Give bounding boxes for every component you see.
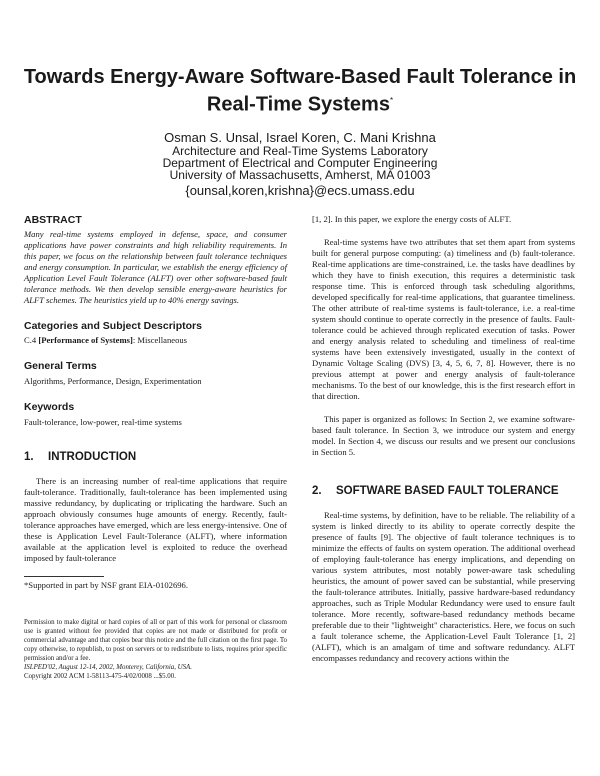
left-column [24,214,287,681]
permission-notice: Permission to make digital or hard copies of all or part of this work for personal or classroom use is granted without fee provided that copies are not made or distributed for profit or commercial advantage and that copies bear this notice and the full citation on the first page. To copy otherwise, to republish, to post on servers or to redistribute to lists, requires prior specific permission and/or a fee. [24,619,287,662]
footnote-text: *Supported in part by NSF grant EIA-0102696. [24,580,188,590]
author-email: {ounsal,koren,krishna}@ecs.umass.edu [185,183,415,198]
categories-prefix: C.4 [24,335,39,345]
abstract-heading: ABSTRACT [24,214,82,226]
categories-suffix: : Miscellaneous [132,335,188,345]
introduction-number: 1. [24,451,34,463]
right-paragraph-1: [1, 2]. In this paper, we explore the energy costs of ALFT. [312,214,512,224]
keywords-heading: Keywords [24,401,75,413]
right-paragraph-3: This paper is organized as follows: In Section 2, we examine software-based fault tolerance. In Section 3, we introduce our system and energy model. In Section 4, we discuss our results and we present our conclusions in Section 5. [312,414,575,457]
title-footnote-mark: * [389,96,394,105]
affiliation-line-3: University of Massachusetts, Amherst, MA 01003 [169,168,431,182]
section-2-heading [312,484,575,498]
right-paragraph-2: Real-time systems have two attributes that set them apart from systems built for general purpose computing: (a) timeliness and (b) fault-tolerance. Real-time applications are time-constrained, i.e. the tasks have deadlines by which they have to finish execution, this requires a deterministic task response time. This is enforced through task scheduling algorithms, developed specifically for real-time applications, that guarantee timeliness. The other attribute of real-time systems is fault-tolerance, i.e. a real-time system should continue to operate correctly in the presence of faults. Fault-tolerance could be achieved through replicated execution of tasks. Power and energy analysis related to scheduling and timeliness of real-time systems have been extensively investigated, usually in the context of Dynamic Voltage Scaling (DVS) [3, 4, 5, 6, 7, 8]. However, there is no previous attempt at power and energy analysis of fault-tolerance mechanisms. To the best of our knowledge, this is the first research effort in that direction. [312,237,575,401]
title-line-1: Towards Energy-Aware Software-Based Fault Tolerance in [23,66,577,88]
general-terms-heading: General Terms [24,360,97,372]
author-block [0,130,600,199]
title-line-2 [0,89,600,117]
keywords-text: Fault-tolerance, low-power, real-time systems [24,417,182,427]
section-2-text: Real-time systems, by definition, have to be reliable. The reliability of a system is linked directly to its ability to operate correctly despite the presence of faults [9]. The objective of fault tolerance techniques is to minimize the effects of faults on system operation. The additional overhead of employing fault-tolerance has energy implications, and depending on various system attributes, most notably power-aware task scheduling heuristics, the amount of power saved can be substantial, while preserving the fault-tolerance attributes. Initially, passive hardware-based redundancy approaches, such as Triple Modular Redundancy were used to ensure fault tolerance. More recently, software-based redundancy methods became preferable due to their "lightweight" characteristics. Here, we focus on such a fault tolerance scheme, the Application-Level Fault Tolerance [1, 2] (ALFT), which is an amalgam of time and software redundancy. ALFT encompasses redundancy and recovery actions within the [312,510,575,663]
affiliation-line-2: Department of Electrical and Computer Engineering [162,156,438,170]
paper-title [0,66,600,117]
right-column [312,214,575,664]
categories-text [24,335,287,346]
abstract-text: Many real-time systems employed in defense, space, and consumer applications have power constraints and high reliability requirements. In this paper, we focus on the relationship between fault tolerance techniques and energy consumption. In particular, we establish the energy efficiency of Application Level Fault Tolerance (ALFT) over other software-based fault tolerance methods. We then develop sensible energy-aware heuristics for ALFT schemes. The heuristics yield up to 40% energy savings. [24,229,287,305]
title-line-2-text: Real-Time Systems [206,93,390,116]
introduction-title: INTRODUCTION [48,451,137,463]
introduction-text: There is an increasing number of real-time applications that require fault-tolerance. Traditionally, fault-tolerance has been implemented using massive redundancy, by duplicating or triplicating the hardware. Such an approach obviously consumes huge amounts of energy. Recently, fault-tolerance approaches have emerged, which are less energy-intensive. One of these is Application Level Fault-Tolerance (ALFT), where information available at the application level is exploited to reduce the overhead imposed by fault-tolerance [24,476,287,563]
section-2-number: 2. [312,485,322,497]
copyright-info: Copyright 2002 ACM 1-58113-475-4/02/0008 ...$5.00. [24,673,176,680]
section-2-title: SOFTWARE BASED FAULT TOLERANCE [336,485,559,497]
affiliation-line-1: Architecture and Real-Time Systems Laboratory [172,144,428,158]
general-terms-text: Algorithms, Performance, Design, Experimentation [24,376,202,386]
categories-heading: Categories and Subject Descriptors [24,320,202,332]
author-names: Osman S. Unsal, Israel Koren, C. Mani Krishna [164,130,436,145]
footnote-rule [24,576,104,577]
categories-bold: [Performance of Systems] [38,335,133,345]
introduction-heading [24,450,287,464]
conference-info: ISLPED'02, August 12-14, 2002, Monterey, California, USA. [24,664,192,671]
